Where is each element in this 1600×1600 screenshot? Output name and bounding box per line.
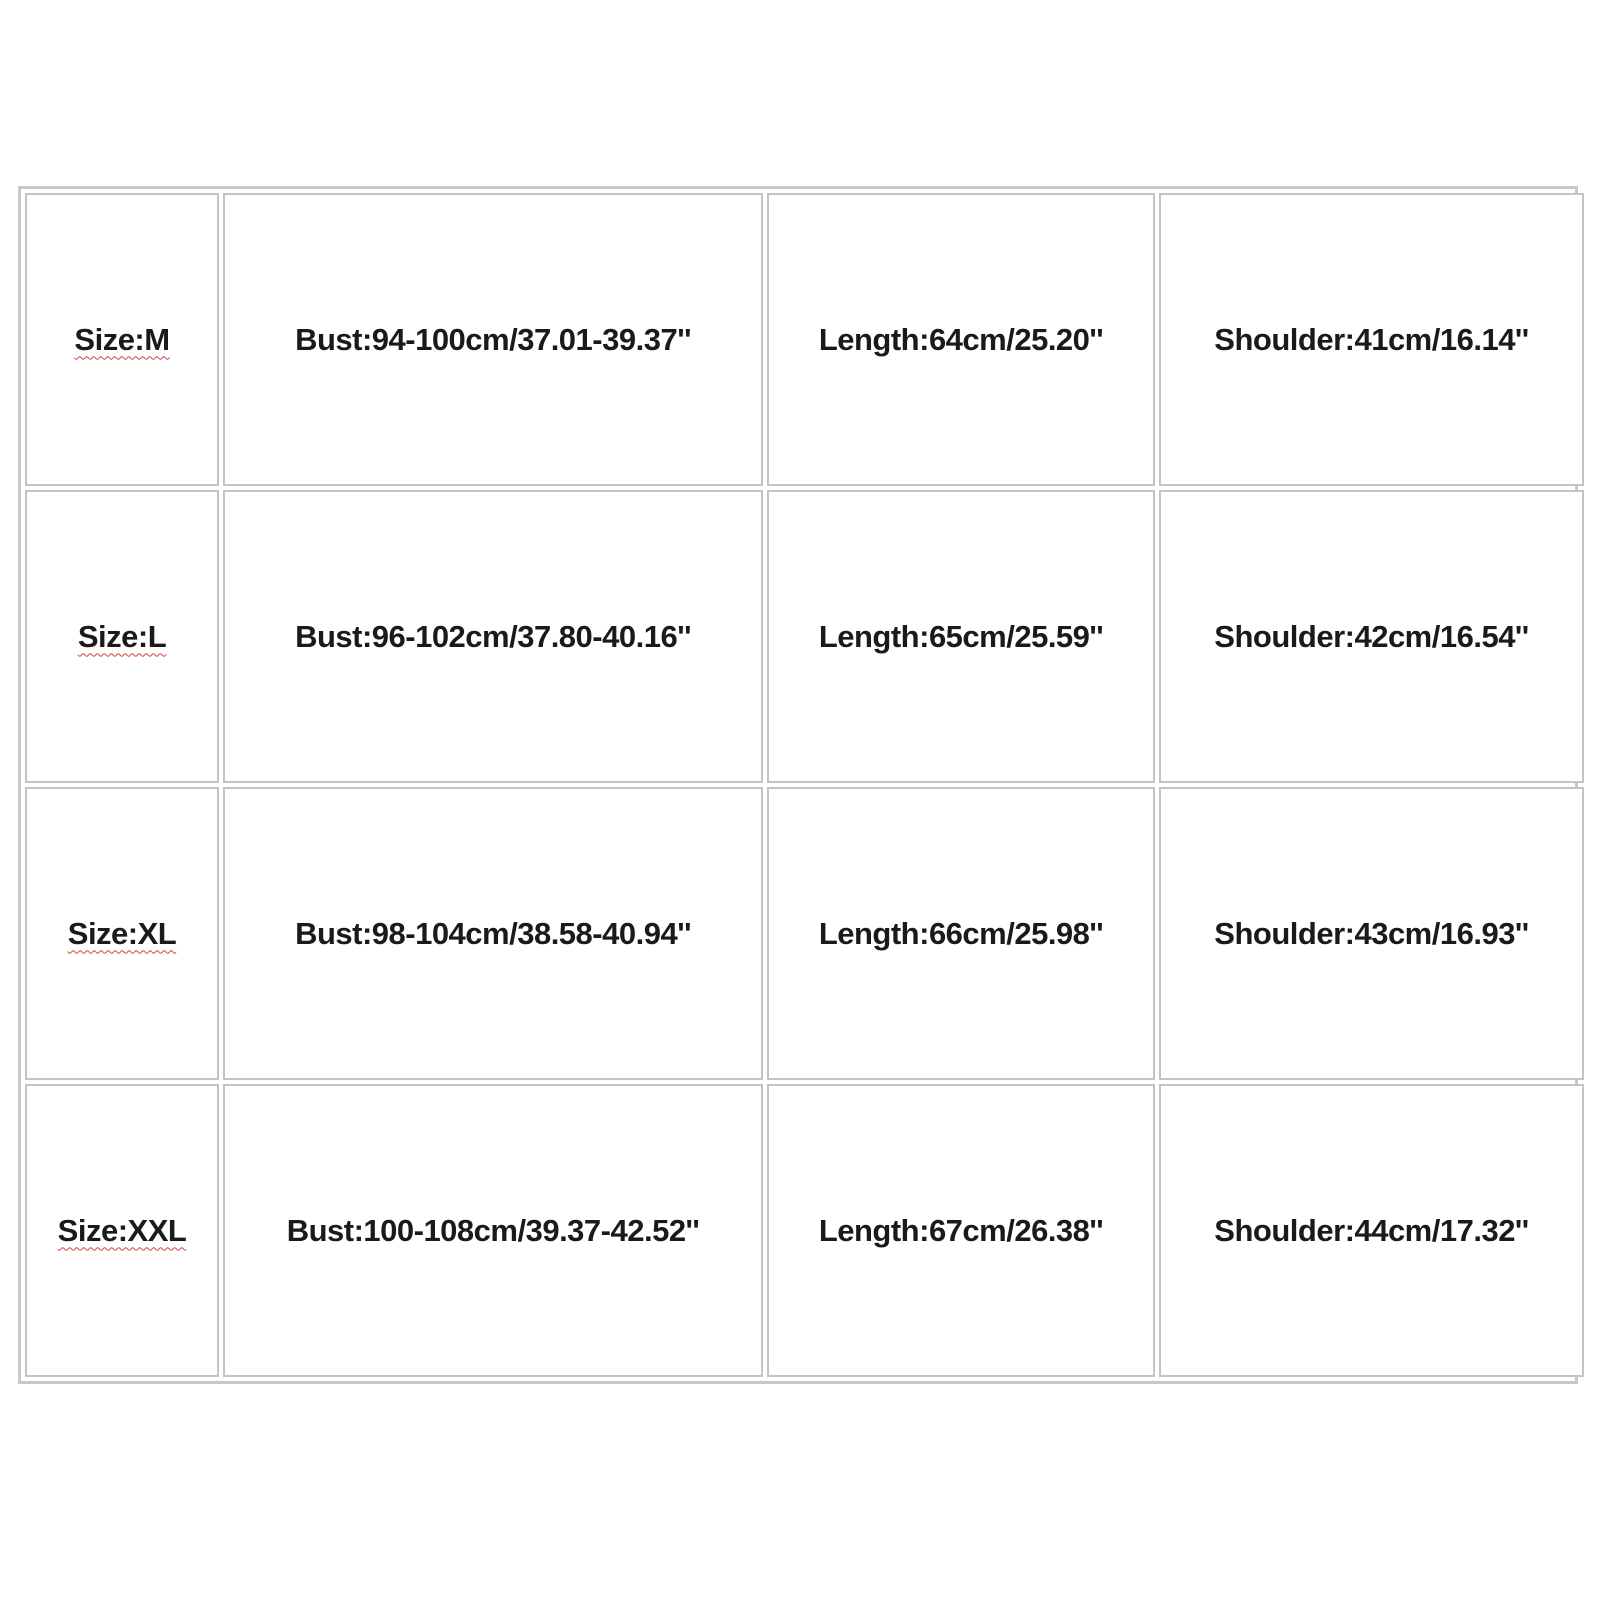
size-cell: [25, 787, 219, 1080]
table-row: [25, 1084, 1584, 1377]
bust-cell: Bust:94-100cm/37.01-39.37'': [223, 193, 763, 486]
length-cell: Length:66cm/25.98'': [767, 787, 1155, 1080]
size-label: Size:XL: [67, 915, 177, 951]
shoulder-cell: Shoulder:42cm/16.54'': [1159, 490, 1584, 783]
size-label: Size:M: [74, 321, 170, 357]
size-chart-table-frame: [18, 186, 1578, 1384]
table-row: [25, 490, 1584, 783]
shoulder-cell: Shoulder:43cm/16.93'': [1159, 787, 1584, 1080]
size-cell: [25, 193, 219, 486]
size-cell: [25, 490, 219, 783]
size-cell: [25, 1084, 219, 1377]
bust-cell: Bust:98-104cm/38.58-40.94'': [223, 787, 763, 1080]
length-cell: Length:67cm/26.38'': [767, 1084, 1155, 1377]
length-cell: Length:64cm/25.20'': [767, 193, 1155, 486]
size-chart-table: [21, 189, 1588, 1381]
shoulder-cell: Shoulder:44cm/17.32'': [1159, 1084, 1584, 1377]
table-row: [25, 787, 1584, 1080]
size-label: Size:L: [77, 618, 167, 654]
shoulder-cell: Shoulder:41cm/16.14'': [1159, 193, 1584, 486]
bust-cell: Bust:100-108cm/39.37-42.52'': [223, 1084, 763, 1377]
size-label: Size:XXL: [57, 1212, 187, 1248]
bust-cell: Bust:96-102cm/37.80-40.16'': [223, 490, 763, 783]
table-row: [25, 193, 1584, 486]
length-cell: Length:65cm/25.59'': [767, 490, 1155, 783]
